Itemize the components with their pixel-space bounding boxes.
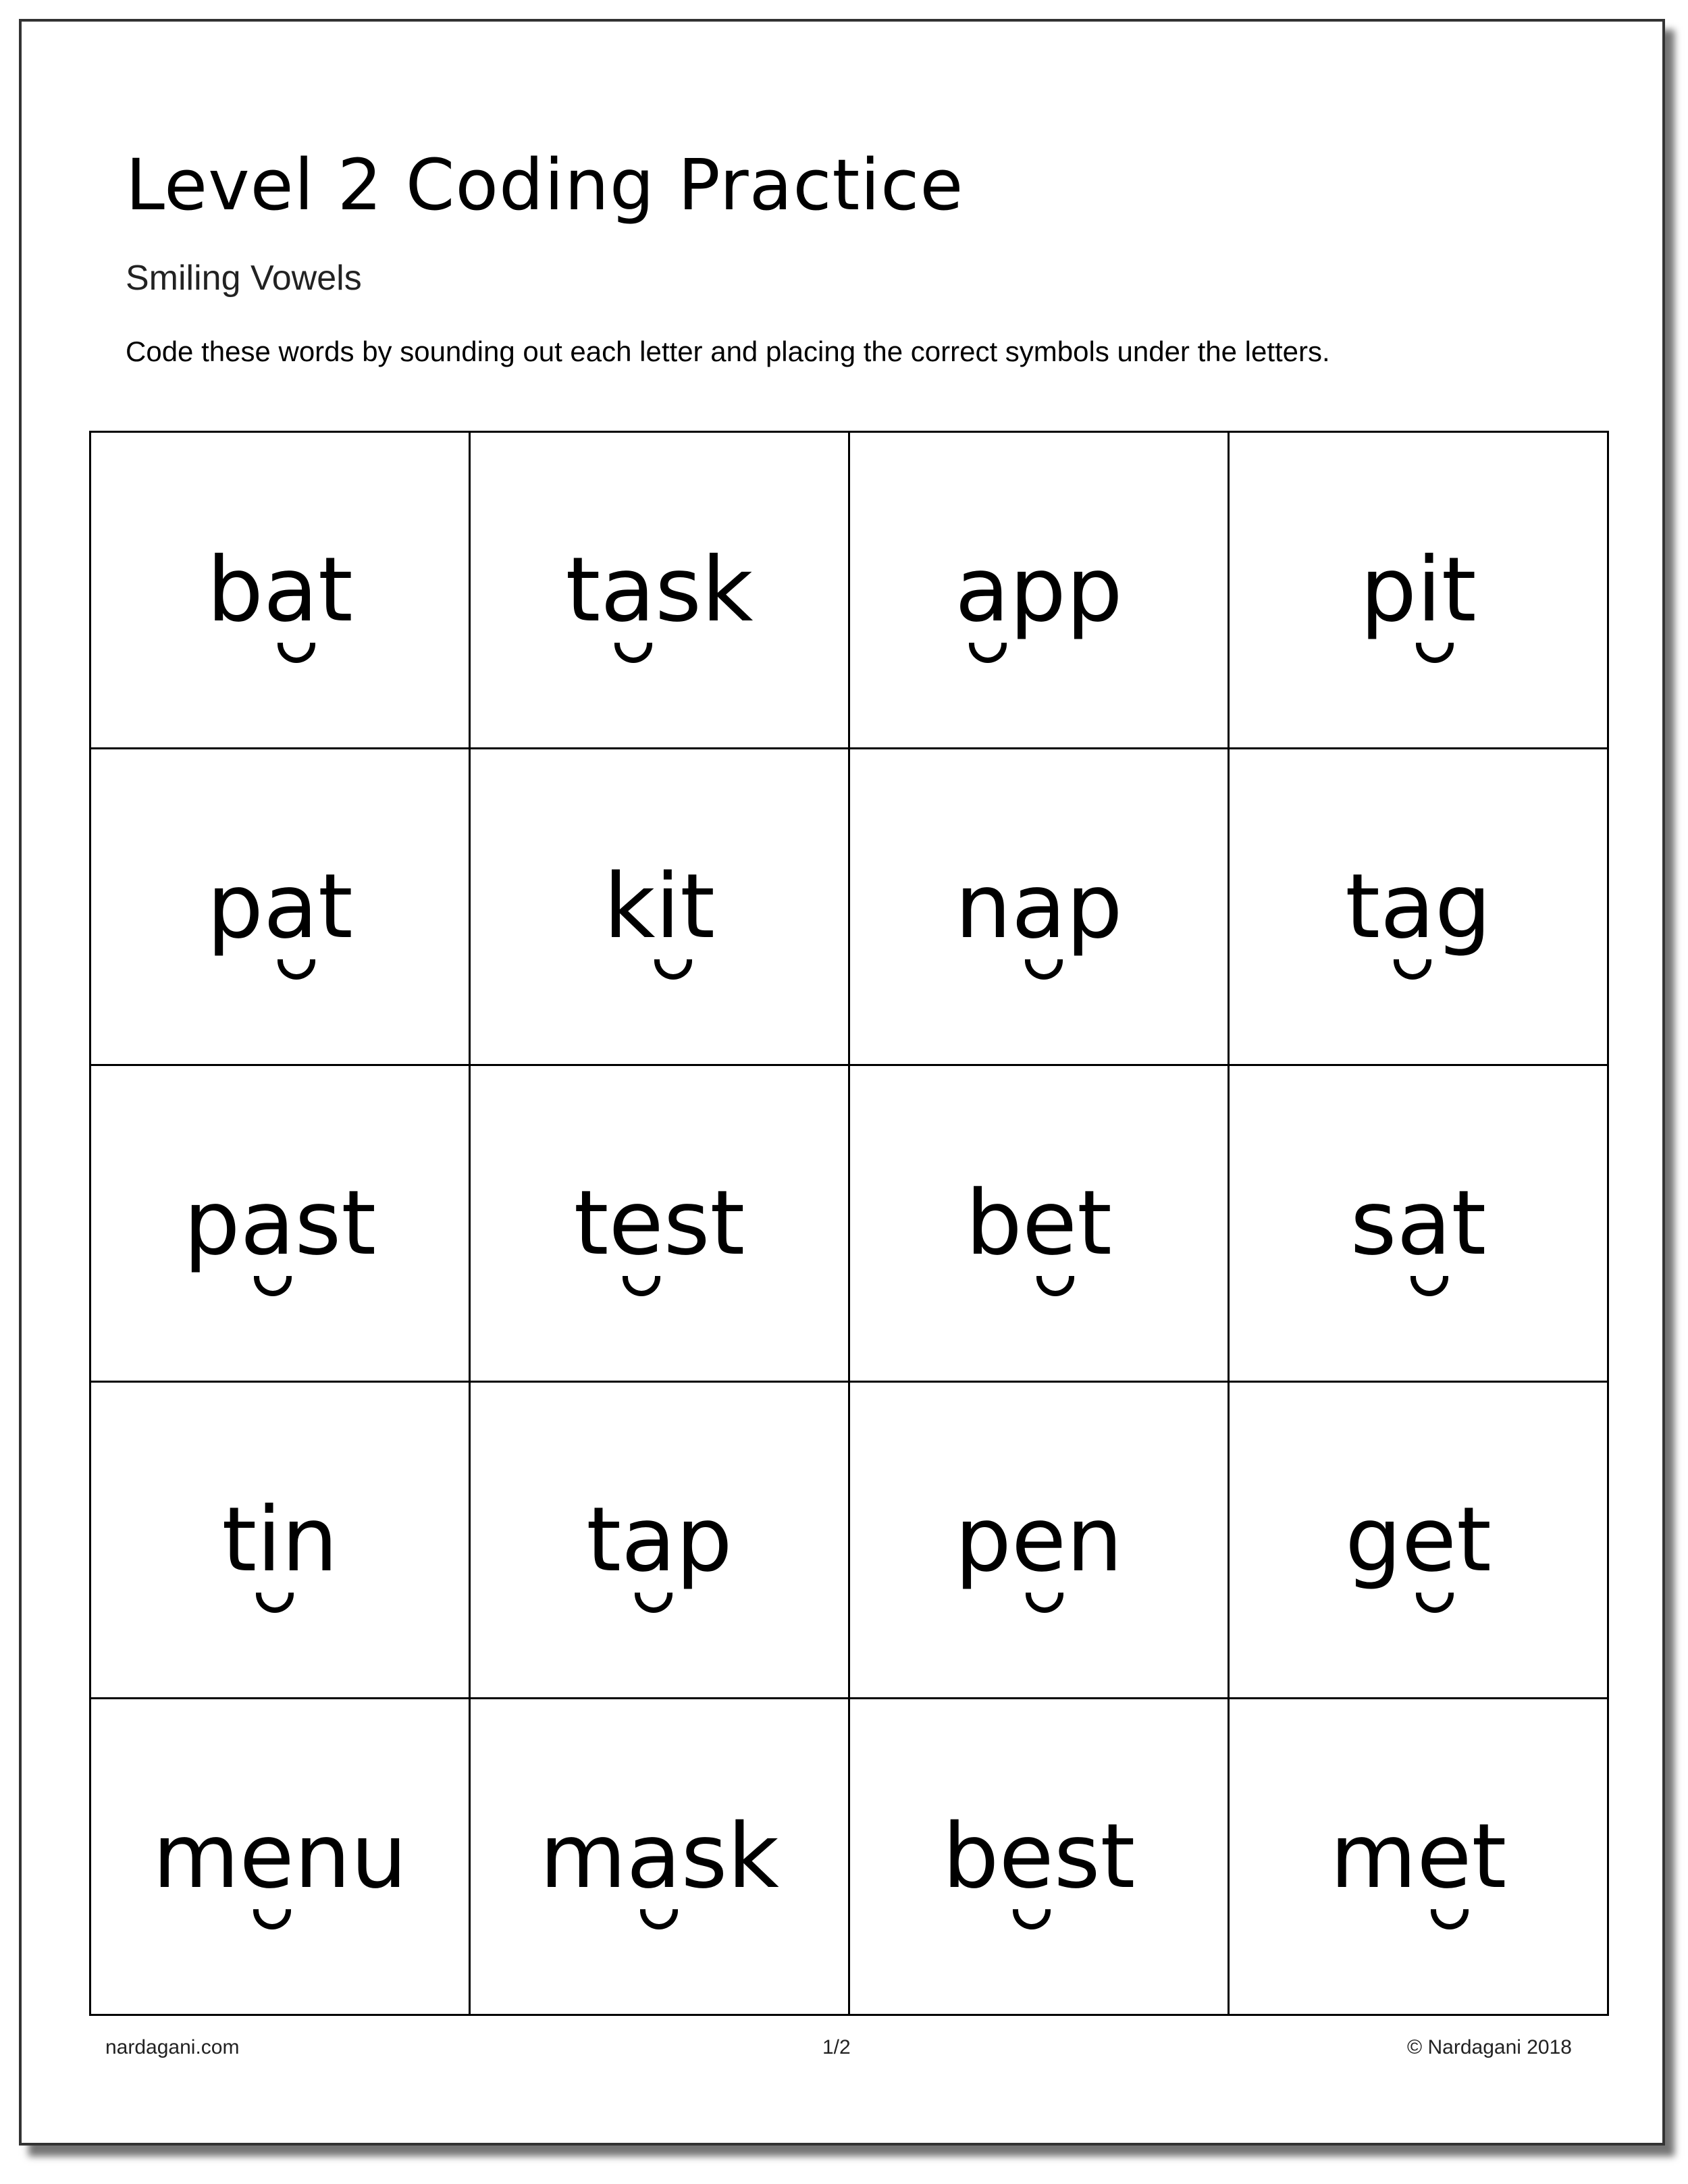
smile-mark-icon [1026,1593,1063,1613]
smile-mark-icon [623,1276,660,1296]
practice-word: pa st [184,1179,376,1268]
smile-mark-icon [254,1276,292,1296]
smile-mark-icon [1416,1593,1454,1613]
smile-mark-icon [278,959,315,980]
smile-mark-icon [1416,643,1454,663]
smile-mark-icon [1394,959,1431,980]
practice-word: ti n [221,1495,338,1584]
instructions-text: Code these words by sounding out each letter and placing the correct symbols under the letters. [126,336,1330,367]
page-title: Level 2 Coding Practice [126,144,964,226]
word-cell [849,432,1229,749]
smile-mark-icon [640,1909,678,1929]
word-cell [849,749,1229,1065]
vowel-letter: i [1417,545,1442,635]
practice-word: na p [955,862,1122,951]
word-row [90,749,1608,1065]
vowel-letter: a [600,545,655,635]
vowel-letter: a [240,1179,295,1268]
smile-mark-icon [654,959,692,980]
practice-word: be t [966,1179,1112,1268]
page-subtitle: Smiling Vowels [126,259,362,298]
practice-word: ta g [1345,862,1491,951]
word-cell [90,749,470,1065]
practice-word: sa t [1350,1179,1486,1268]
word-cell [849,1065,1229,1382]
footer-website: nardagani.com [105,2036,240,2058]
word-cell [849,1699,1229,2015]
vowel-letter: a [955,545,1009,635]
smile-mark-icon [635,1593,672,1613]
practice-word: ta p [586,1495,732,1584]
word-cell [470,1699,849,2015]
vowel-letter: i [257,1495,282,1584]
vowel-letter: e [1402,1495,1456,1584]
practice-word: te st [574,1179,745,1268]
smile-mark-icon [1025,959,1063,980]
word-cell [90,1699,470,2015]
practice-word: pa t [207,862,352,951]
vowel-letter: e [1011,1495,1066,1584]
practice-word: ba t [207,545,352,635]
smile-mark-icon [969,643,1007,663]
smile-mark-icon [614,643,652,663]
word-row [90,1382,1608,1699]
practice-word: pi t [1360,545,1476,635]
vowel-letter: e [1022,1179,1077,1268]
word-cell [90,1065,470,1382]
practice-word: a pp [955,545,1122,635]
smile-mark-icon [256,1593,294,1613]
vowel-letter: a [621,1495,676,1584]
vowel-letter: a [263,545,318,635]
word-cell [470,749,849,1065]
word-cell [90,1382,470,1699]
word-cell [1229,432,1608,749]
vowel-letter: e [1417,1812,1471,1901]
practice-word: ta sk [566,545,754,635]
footer-page-number: 1/2 [822,2036,851,2058]
word-cell [1229,1065,1608,1382]
practice-word: ge t [1345,1495,1492,1584]
smile-mark-icon [278,643,315,663]
practice-word: me t [1330,1812,1507,1901]
vowel-letter: a [1011,862,1066,951]
practice-word: ma sk [539,1812,779,1901]
footer-copyright: © Nardagani 2018 [1407,2036,1572,2058]
vowel-letter: a [627,1812,681,1901]
vowel-letter: e [240,1812,294,1901]
vowel-letter: e [999,1812,1054,1901]
word-cell [1229,1699,1608,2015]
word-cell [849,1382,1229,1699]
practice-word: me nu [153,1812,407,1901]
practice-word: pe n [955,1495,1123,1584]
smile-mark-icon [253,1909,291,1929]
practice-word: ki t [604,862,715,951]
word-cell [1229,1382,1608,1699]
word-cell [1229,749,1608,1065]
smile-mark-icon [1013,1909,1051,1929]
word-grid [89,431,1609,2016]
word-cell [470,1382,849,1699]
vowel-letter: e [609,1179,664,1268]
smile-mark-icon [1431,1909,1469,1929]
word-cell [90,432,470,749]
smile-mark-icon [1036,1276,1074,1296]
word-row [90,1699,1608,2015]
smile-mark-icon [1410,1276,1448,1296]
practice-word: be st [943,1812,1136,1901]
vowel-letter: i [656,862,681,951]
word-row [90,1065,1608,1382]
vowel-letter: a [1380,862,1435,951]
vowel-letter: a [263,862,318,951]
word-cell [470,1065,849,1382]
word-row [90,432,1608,749]
word-cell [470,432,849,749]
vowel-letter: a [1397,1179,1452,1268]
